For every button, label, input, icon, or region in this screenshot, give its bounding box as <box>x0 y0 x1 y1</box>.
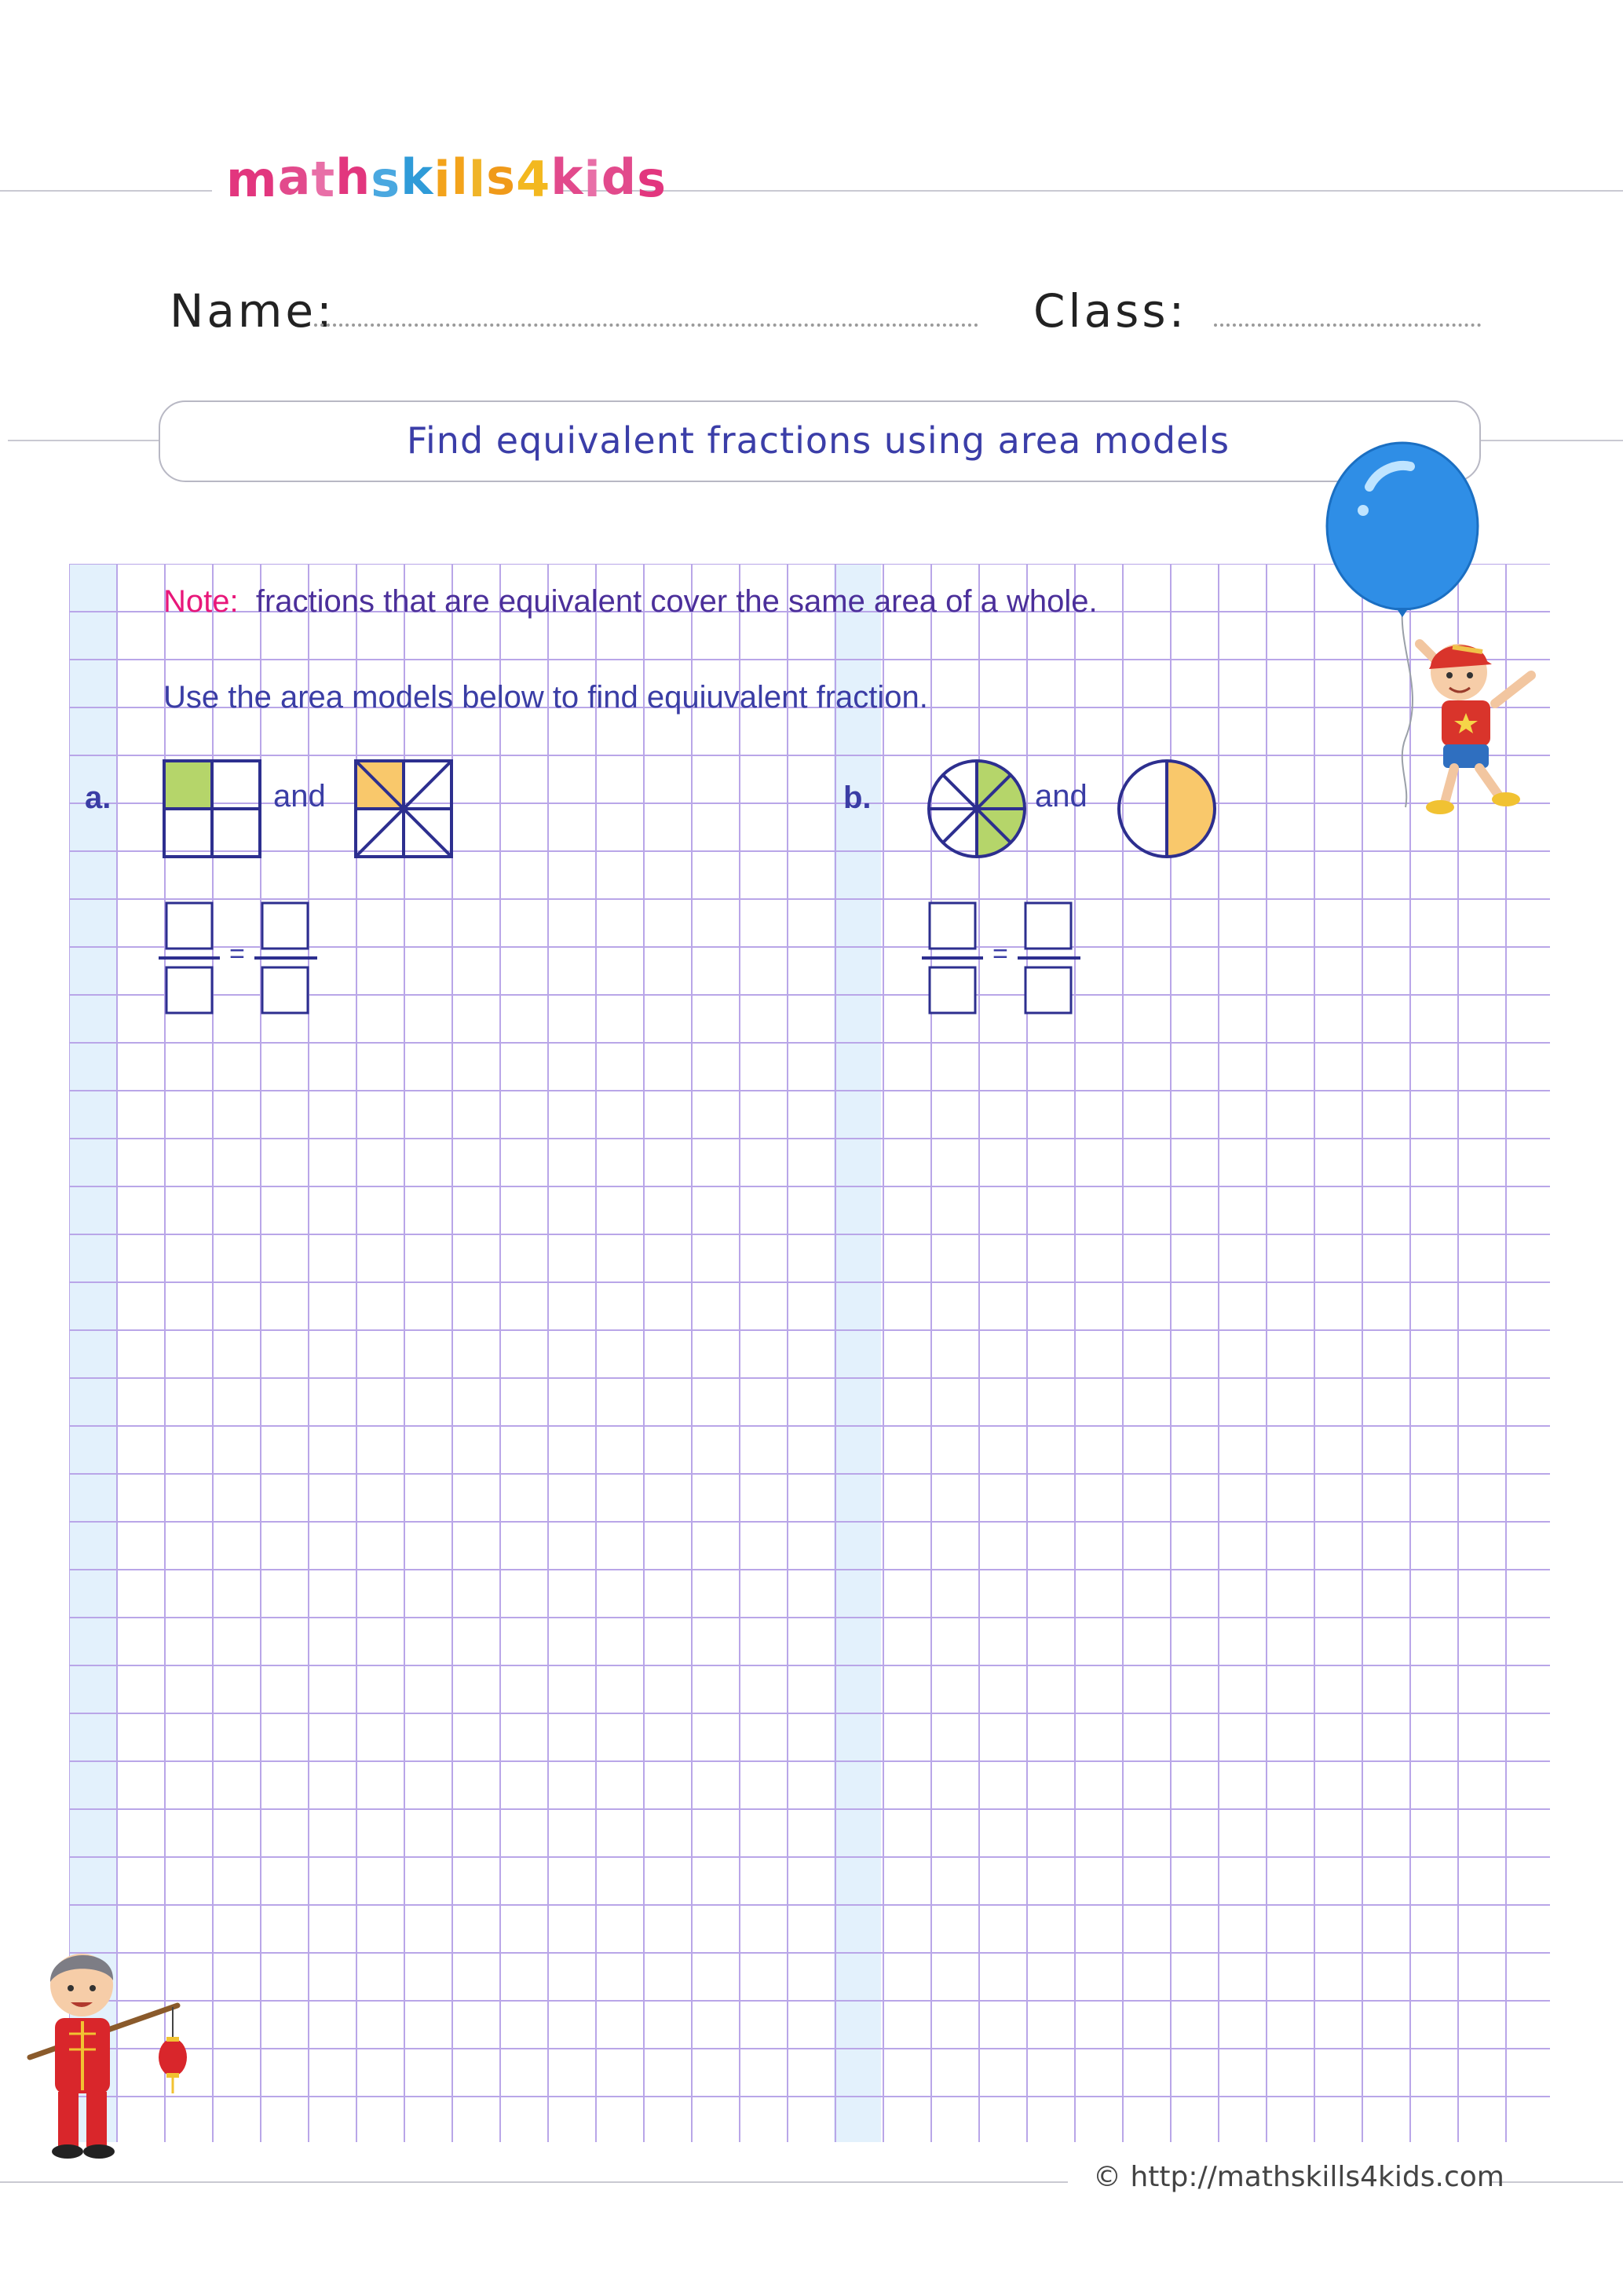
area-model-circle-8-parts <box>927 759 1027 859</box>
logo-letter: l <box>451 148 469 206</box>
boy-with-lantern-illustration <box>24 1940 196 2167</box>
logo-letter: s <box>486 148 517 206</box>
logo-letter: k <box>550 148 584 206</box>
name-field-line[interactable] <box>314 324 978 327</box>
name-label: Name: <box>170 284 335 338</box>
denominator-box[interactable] <box>1025 967 1071 1013</box>
logo-letter: s <box>371 151 401 208</box>
mathskills4kids-logo <box>226 148 667 208</box>
worksheet-title: Find equivalent fractions using area models <box>406 419 1230 462</box>
logo-letter: d <box>601 148 638 206</box>
numerator-box[interactable] <box>262 903 308 949</box>
area-model-square-8-parts <box>353 759 454 859</box>
note-key: Note: <box>163 584 239 619</box>
denominator-box[interactable] <box>166 967 212 1013</box>
boy-with-balloon-illustration <box>1398 628 1555 824</box>
denominator-box[interactable] <box>930 967 975 1013</box>
logo-letter: k <box>400 148 434 206</box>
area-model-circle-2-parts <box>1117 759 1217 859</box>
note-text: fractions that are equivalent cover the same area of a whole. <box>255 584 1098 619</box>
shaded-part <box>1167 761 1215 857</box>
logo-letter: i <box>583 151 601 208</box>
numerator-box[interactable] <box>1025 903 1071 949</box>
logo-letter: l <box>468 151 487 208</box>
area-model-square-4-parts <box>162 759 262 859</box>
numerator-box[interactable] <box>930 903 975 949</box>
logo-letter: m <box>226 151 278 208</box>
title-rule-left <box>8 440 159 441</box>
problem-a-label: a. <box>85 781 111 815</box>
class-field-line[interactable] <box>1214 324 1481 327</box>
logo-letter: i <box>433 151 451 208</box>
top-rule-left <box>0 190 212 192</box>
numerator-box[interactable] <box>166 903 212 949</box>
class-label: Class: <box>1033 284 1188 338</box>
top-rule-right <box>562 190 1623 192</box>
problem-a-equals: = <box>229 939 245 969</box>
note <box>163 584 1098 620</box>
footer-rule-left <box>0 2181 1068 2183</box>
problem-a-and: and <box>273 779 326 813</box>
footer-rule-right <box>1490 2181 1623 2183</box>
logo-letter: s <box>637 151 667 208</box>
instruction: Use the area models below to find equiuvalent fraction. <box>163 680 928 715</box>
problem-b-and: and <box>1035 779 1087 813</box>
shaded-part <box>164 761 212 809</box>
logo-letter: t <box>311 151 336 208</box>
logo-letter: h <box>335 148 371 206</box>
logo-letter: 4 <box>516 151 551 208</box>
footer-website: © http://mathskills4kids.com <box>1093 2161 1504 2193</box>
denominator-box[interactable] <box>262 967 308 1013</box>
problem-b-equals: = <box>992 939 1008 969</box>
logo-letter: a <box>277 148 312 206</box>
problem-b-label: b. <box>843 781 872 815</box>
